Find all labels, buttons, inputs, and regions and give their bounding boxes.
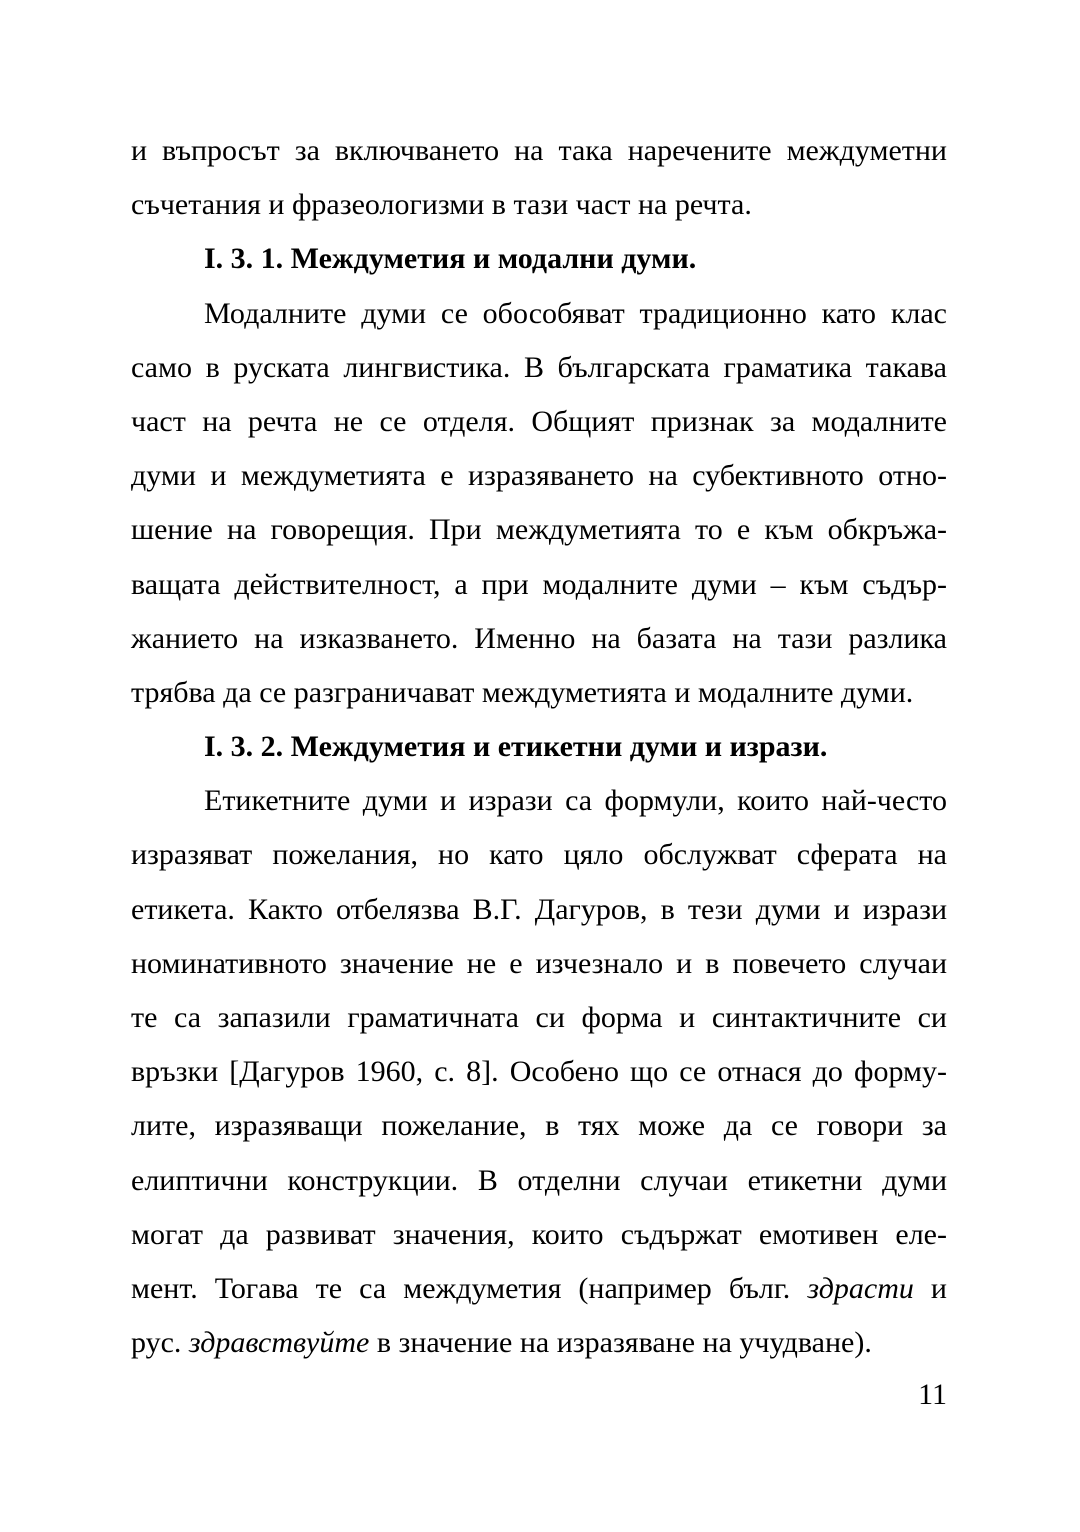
text-line: само в руската лингвистика. В българската граматика такава bbox=[131, 350, 947, 384]
page-number: 11 bbox=[918, 1378, 947, 1411]
text-line: жанието на изказването. Именно на базата на тази разлика bbox=[131, 621, 947, 655]
text-segment: в значение на изразяване на учудване). bbox=[369, 1326, 872, 1360]
text-line: лите, изразяващи пожелание, в тях може да се говори за bbox=[131, 1109, 947, 1143]
text-line: Модалните думи се обособяват традиционно като клас bbox=[204, 296, 947, 330]
text-line: изразяват пожелания, но като цяло обслужват сферата на bbox=[131, 838, 947, 872]
section-heading: I. 3. 2. Междуметия и етикетни думи и изрази. bbox=[204, 730, 828, 764]
text-segment: рус. bbox=[131, 1326, 189, 1360]
section-heading: I. 3. 1. Междуметия и модални думи. bbox=[204, 242, 697, 276]
italic-term: здравствуйте bbox=[188, 1326, 370, 1360]
body-text bbox=[131, 124, 947, 1370]
italic-term: здрасти bbox=[807, 1271, 914, 1305]
text-line: могат да развиват значения, които съдържат емотивен еле- bbox=[131, 1217, 947, 1251]
text-line: Етикетните думи и изрази са формули, които най-често bbox=[204, 784, 947, 818]
text-line: връзки [Дагуров 1960, с. 8]. Особено що се отнася до форму- bbox=[131, 1055, 947, 1089]
text-line: ващата действителност, а при модалните думи – към съдър- bbox=[131, 567, 947, 601]
text-segment: и bbox=[913, 1271, 947, 1305]
text-line: номинативното значение не е изчезнало и в повечето случаи bbox=[131, 946, 947, 980]
text-line: шение на говорещия. При междуметията то е към обкръжа- bbox=[131, 513, 947, 547]
text-line: елиптични конструкции. В отделни случаи етикетни думи bbox=[131, 1163, 947, 1197]
text-line: те са запазили граматичната си форма и синтактичните си bbox=[131, 1001, 947, 1034]
text-line: и въпросът за включването на така наречените междуметни bbox=[131, 134, 947, 167]
text-line bbox=[131, 1316, 947, 1370]
text-line: съчетания и фразеологизми в тази част на речта. bbox=[131, 188, 752, 222]
text-line: част на речта не се отделя. Общият признак за модалните bbox=[131, 404, 947, 438]
text-segment: мент. Тогава те са междуметия (например бълг. bbox=[131, 1271, 808, 1305]
text-line bbox=[131, 1262, 947, 1316]
text-line: думи и междуметията е изразяването на субективното отно- bbox=[131, 459, 947, 493]
text-line: трябва да се разграничават междуметията и модалните думи. bbox=[131, 675, 914, 709]
text-line: етикета. Както отбелязва В.Г. Дагуров, в тези думи и изрази bbox=[131, 892, 947, 926]
